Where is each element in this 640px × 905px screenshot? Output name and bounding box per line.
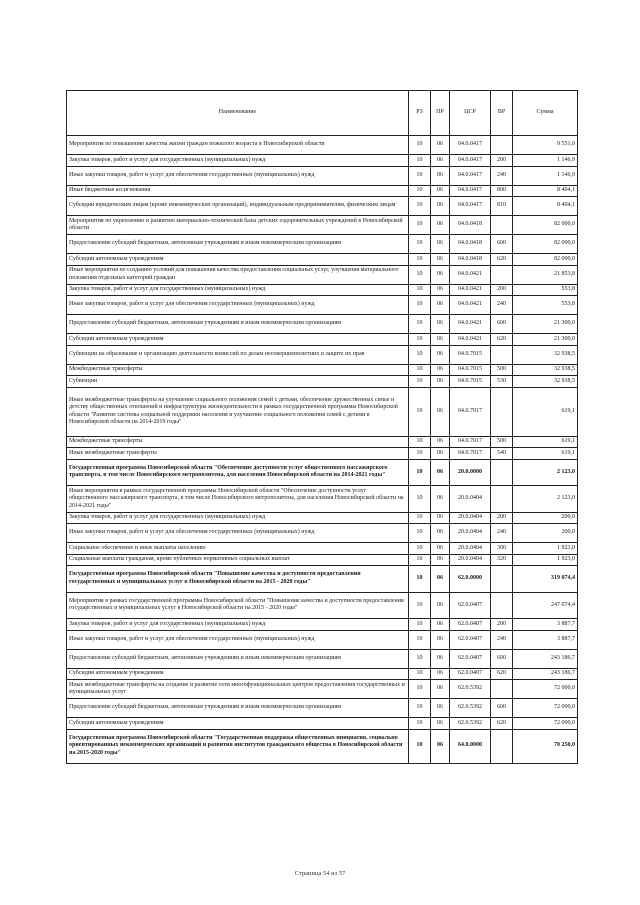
cell-sum: 8 404,1: [513, 197, 578, 216]
cell-vr: 800: [491, 185, 513, 197]
header-pr: ПР: [431, 91, 450, 136]
cell-sum: 9 551,0: [513, 136, 578, 155]
cell-csr: 62.0.5392: [450, 699, 491, 718]
table-row: [67, 486, 578, 513]
cell-sum: 21 300,0: [513, 315, 578, 334]
cell-sum: 200,0: [513, 512, 578, 524]
cell-pr: 06: [431, 265, 450, 284]
cell-sum: 32 938,5: [513, 376, 578, 388]
table-row: [67, 254, 578, 266]
cell-name: Социальные выплаты гражданам, кроме публичных нормативных социальных выплат: [67, 554, 409, 566]
cell-vr: 500: [491, 364, 513, 376]
cell-name: Мероприятия по повышению качества жизни граждан пожилого возраста в Новосибирской области: [67, 136, 409, 155]
cell-rz: 10: [409, 387, 431, 436]
cell-csr: 04.0.0418: [450, 254, 491, 266]
cell-rz: 10: [409, 364, 431, 376]
cell-csr: 62.0.0407: [450, 649, 491, 668]
cell-csr: 20.0.0404: [450, 543, 491, 555]
table-row: [67, 155, 578, 167]
table-row: [67, 699, 578, 718]
cell-rz: 10: [409, 254, 431, 266]
cell-pr: 06: [431, 364, 450, 376]
table-row: [67, 185, 578, 197]
cell-rz: 10: [409, 543, 431, 555]
cell-pr: 06: [431, 448, 450, 460]
cell-vr: 620: [491, 334, 513, 346]
cell-sum: 200,0: [513, 524, 578, 543]
cell-pr: 06: [431, 554, 450, 566]
cell-sum: 243 186,7: [513, 649, 578, 668]
cell-pr: 06: [431, 334, 450, 346]
cell-sum: 553,8: [513, 284, 578, 296]
cell-pr: 06: [431, 649, 450, 668]
cell-rz: 10: [409, 155, 431, 167]
cell-pr: 06: [431, 668, 450, 680]
cell-sum: 2 123,0: [513, 486, 578, 513]
cell-vr: [491, 345, 513, 364]
cell-pr: 06: [431, 155, 450, 167]
cell-pr: 06: [431, 315, 450, 334]
cell-sum: 32 938,5: [513, 345, 578, 364]
cell-name: Закупка товаров, работ и услуг для государственных (муниципальных) нужд: [67, 284, 409, 296]
cell-rz: 10: [409, 185, 431, 197]
cell-name: Иные закупки товаров, работ и услуг для обеспечения государственных (муниципальных) нужд: [67, 630, 409, 649]
cell-csr: 04.0.7015: [450, 364, 491, 376]
cell-csr: 04.0.7015: [450, 376, 491, 388]
cell-pr: 06: [431, 630, 450, 649]
cell-sum: 1 923,0: [513, 554, 578, 566]
cell-csr: 20.0.0404: [450, 524, 491, 543]
cell-name: Субвенции: [67, 376, 409, 388]
cell-vr: 540: [491, 448, 513, 460]
cell-name: Мероприятия по укреплению и развитию материально-технической базы детских оздоровительных учреждений в Новосибирской области: [67, 216, 409, 235]
table-row: [67, 315, 578, 334]
cell-rz: 10: [409, 284, 431, 296]
cell-name: Иные мероприятия по созданию условий для повышения качества предоставления социальных услуг, улучшения материального положения отдельных категорий граждан: [67, 265, 409, 284]
cell-rz: 10: [409, 566, 431, 593]
cell-name: Иные закупки товаров, работ и услуг для обеспечения государственных (муниципальных) нужд: [67, 166, 409, 185]
cell-rz: 10: [409, 436, 431, 448]
cell-csr: 04.0.0417: [450, 136, 491, 155]
cell-pr: 06: [431, 512, 450, 524]
table-row: [67, 512, 578, 524]
cell-pr: 06: [431, 524, 450, 543]
cell-name: Иные бюджетные ассигнования: [67, 185, 409, 197]
cell-sum: 82 000,0: [513, 216, 578, 235]
cell-sum: 1 146,9: [513, 155, 578, 167]
cell-vr: 200: [491, 284, 513, 296]
cell-pr: 06: [431, 284, 450, 296]
cell-csr: 04.0.0417: [450, 166, 491, 185]
cell-rz: 10: [409, 376, 431, 388]
cell-pr: 06: [431, 376, 450, 388]
cell-csr: 62.0.0407: [450, 592, 491, 619]
table-header-row: [67, 91, 578, 136]
table-body: [67, 136, 578, 764]
cell-sum: 553,8: [513, 296, 578, 315]
cell-pr: 06: [431, 345, 450, 364]
table-row: [67, 459, 578, 486]
cell-pr: 06: [431, 619, 450, 631]
cell-rz: 10: [409, 136, 431, 155]
cell-vr: 600: [491, 699, 513, 718]
cell-vr: [491, 592, 513, 619]
cell-vr: 240: [491, 166, 513, 185]
cell-sum: 72 000,0: [513, 699, 578, 718]
cell-name: Субсидии автономным учреждениям: [67, 668, 409, 680]
cell-rz: 10: [409, 315, 431, 334]
cell-rz: 10: [409, 718, 431, 730]
cell-name: Иные межбюджетные трансферты на создание и развитие сети многофункциональных центров предоставления государственных и муниципальных услуг: [67, 680, 409, 699]
cell-sum: 1 923,0: [513, 543, 578, 555]
cell-csr: 62.0.0000: [450, 566, 491, 593]
cell-rz: 10: [409, 216, 431, 235]
table-row: [67, 216, 578, 235]
cell-csr: 04.0.7017: [450, 436, 491, 448]
cell-rz: 10: [409, 166, 431, 185]
cell-name: Предоставление субсидий бюджетным, автономным учреждениям и иным некоммерческим организациям: [67, 649, 409, 668]
cell-name: Государственная программа Новосибирской области "Обеспечение доступности услуг общественного пассажирского транспорта, в том числе Новосибирского метрополитена, для населения Новосибирской области на 2014-2021 годы": [67, 459, 409, 486]
table-row: [67, 448, 578, 460]
cell-rz: 10: [409, 296, 431, 315]
table-row: [67, 543, 578, 555]
header-csr: ЦСР: [450, 91, 491, 136]
cell-name: Закупка товаров, работ и услуг для государственных (муниципальных) нужд: [67, 155, 409, 167]
header-vr: ВР: [491, 91, 513, 136]
cell-pr: 06: [431, 566, 450, 593]
cell-name: Иные мероприятия в рамках государственной программы Новосибирской области "Обеспечение доступности услуг общественного пассажирского транспорта, в том числе Новосибирского метрополитена, для населения Новосибирской области на 2014-2021 годы": [67, 486, 409, 513]
cell-name: Иные межбюджетные трансферты на улучшение социального положения семей с детьми, обеспечение дружественных семье и детству общественных отношений и инфраструктуры жизнедеятельности в рамках государственной программы Новосибирской области "Развитие системы социальной поддержки населения и улучшение социального положения семей с детьми в Новосибирской области на 2014-2019 годы": [67, 387, 409, 436]
cell-sum: 319 074,4: [513, 566, 578, 593]
cell-name: Государственная программа Новосибирской области "Повышение качества и доступности предоставления государственных и муниципальных услуг в Новосибирской области на 2015 - 2020 годы": [67, 566, 409, 593]
cell-vr: [491, 680, 513, 699]
cell-pr: 06: [431, 216, 450, 235]
cell-sum: 8 404,1: [513, 185, 578, 197]
cell-csr: 04.0.0421: [450, 334, 491, 346]
cell-csr: 04.0.0418: [450, 235, 491, 254]
cell-rz: 10: [409, 649, 431, 668]
cell-sum: 3 887,7: [513, 619, 578, 631]
table-row: [67, 334, 578, 346]
cell-vr: 810: [491, 197, 513, 216]
cell-sum: 82 000,0: [513, 235, 578, 254]
table-row: [67, 296, 578, 315]
cell-vr: 200: [491, 512, 513, 524]
table-row: [67, 619, 578, 631]
cell-rz: 10: [409, 448, 431, 460]
cell-pr: 06: [431, 459, 450, 486]
cell-vr: 240: [491, 296, 513, 315]
cell-pr: 06: [431, 592, 450, 619]
table-row: [67, 680, 578, 699]
table-row: [67, 718, 578, 730]
cell-csr: 62.0.5392: [450, 680, 491, 699]
table-row: [67, 649, 578, 668]
cell-vr: [491, 136, 513, 155]
cell-vr: 600: [491, 235, 513, 254]
table-row: [67, 345, 578, 364]
cell-rz: 10: [409, 265, 431, 284]
cell-csr: 04.0.0421: [450, 315, 491, 334]
cell-pr: 06: [431, 254, 450, 266]
cell-rz: 10: [409, 699, 431, 718]
cell-csr: 62.0.5392: [450, 718, 491, 730]
cell-pr: 06: [431, 680, 450, 699]
table-row: [67, 729, 578, 763]
table-row: [67, 265, 578, 284]
cell-name: Закупка товаров, работ и услуг для государственных (муниципальных) нужд: [67, 619, 409, 631]
header-rz: РЗ: [409, 91, 431, 136]
cell-csr: 62.0.0407: [450, 668, 491, 680]
cell-pr: 06: [431, 718, 450, 730]
cell-pr: 06: [431, 235, 450, 254]
table-row: [67, 630, 578, 649]
cell-name: Государственная программа Новосибирской области "Государственная поддержка общественных инициатив, социально ориентированных некоммерческих организаций и развития институтов гражданского общества в Новосибирской области на 2015-2020 годы": [67, 729, 409, 763]
cell-rz: 10: [409, 486, 431, 513]
cell-vr: 300: [491, 543, 513, 555]
cell-sum: 72 000,0: [513, 680, 578, 699]
cell-name: Предоставление субсидий бюджетным, автономным учреждениям и иным некоммерческим организациям: [67, 235, 409, 254]
cell-csr: 04.0.0417: [450, 155, 491, 167]
cell-rz: 10: [409, 680, 431, 699]
cell-csr: 04.0.0417: [450, 185, 491, 197]
cell-vr: [491, 216, 513, 235]
cell-pr: 06: [431, 486, 450, 513]
cell-sum: 619,1: [513, 448, 578, 460]
cell-pr: 06: [431, 296, 450, 315]
cell-vr: [491, 566, 513, 593]
cell-sum: 619,1: [513, 436, 578, 448]
cell-csr: 20.0.0404: [450, 554, 491, 566]
cell-name: Субсидии автономным учреждениям: [67, 718, 409, 730]
cell-name: Мероприятия в рамках государственной программы Новосибирской области "Повышение качества и доступности предоставления государственных и муниципальных услуг в Новосибирской области на 2015 - 2020 годы": [67, 592, 409, 619]
cell-csr: 62.0.0407: [450, 619, 491, 631]
table-row: [67, 524, 578, 543]
table-row: [67, 136, 578, 155]
cell-csr: 64.0.0000: [450, 729, 491, 763]
cell-rz: 10: [409, 668, 431, 680]
cell-rz: 10: [409, 619, 431, 631]
cell-pr: 06: [431, 436, 450, 448]
table-row: [67, 284, 578, 296]
cell-vr: 530: [491, 376, 513, 388]
cell-rz: 10: [409, 334, 431, 346]
cell-sum: 243 186,7: [513, 668, 578, 680]
cell-pr: 06: [431, 197, 450, 216]
cell-csr: 04.0.7017: [450, 448, 491, 460]
cell-csr: 04.0.7017: [450, 387, 491, 436]
cell-sum: 70 250,0: [513, 729, 578, 763]
cell-sum: 1 146,9: [513, 166, 578, 185]
cell-sum: 32 938,5: [513, 364, 578, 376]
cell-sum: 21 300,0: [513, 334, 578, 346]
cell-csr: 04.0.0421: [450, 296, 491, 315]
cell-csr: 04.0.0418: [450, 216, 491, 235]
cell-vr: [491, 729, 513, 763]
table-row: [67, 197, 578, 216]
table-row: [67, 566, 578, 593]
cell-vr: [491, 486, 513, 513]
cell-rz: 10: [409, 197, 431, 216]
cell-vr: 200: [491, 155, 513, 167]
budget-table: [66, 90, 578, 764]
cell-sum: 247 074,4: [513, 592, 578, 619]
cell-sum: 72 000,0: [513, 718, 578, 730]
cell-vr: 600: [491, 649, 513, 668]
table-row: [67, 166, 578, 185]
cell-vr: 240: [491, 630, 513, 649]
cell-vr: 240: [491, 524, 513, 543]
cell-name: Иные закупки товаров, работ и услуг для обеспечения государственных (муниципальных) нужд: [67, 296, 409, 315]
cell-rz: 10: [409, 554, 431, 566]
cell-vr: [491, 459, 513, 486]
cell-sum: 21 853,8: [513, 265, 578, 284]
cell-name: Субсидии автономным учреждениям: [67, 254, 409, 266]
cell-vr: 620: [491, 254, 513, 266]
cell-sum: 619,1: [513, 387, 578, 436]
cell-pr: 06: [431, 166, 450, 185]
cell-pr: 06: [431, 387, 450, 436]
cell-pr: 06: [431, 543, 450, 555]
table-row: [67, 554, 578, 566]
cell-vr: 500: [491, 436, 513, 448]
cell-name: Субсидии юридическим лицам (кроме некоммерческих организаций), индивидуальным предпринимателям, физическим лицам: [67, 197, 409, 216]
table-row: [67, 668, 578, 680]
cell-name: Иные межбюджетные трансферты: [67, 448, 409, 460]
cell-vr: 620: [491, 668, 513, 680]
table-row: [67, 364, 578, 376]
header-name: Наименование: [67, 91, 409, 136]
table-row: [67, 387, 578, 436]
table-row: [67, 436, 578, 448]
cell-vr: [491, 387, 513, 436]
page-footer: Страница 54 из 57: [294, 870, 346, 877]
cell-name: Межбюджетные трансферты: [67, 436, 409, 448]
cell-name: Иные закупки товаров, работ и услуг для обеспечения государственных (муниципальных) нужд: [67, 524, 409, 543]
cell-pr: 06: [431, 185, 450, 197]
cell-name: Субвенции на образование и организацию деятельности комиссий по делам несовершеннолетних и защите их прав: [67, 345, 409, 364]
cell-rz: 10: [409, 729, 431, 763]
cell-sum: 82 000,0: [513, 254, 578, 266]
cell-rz: 10: [409, 592, 431, 619]
cell-vr: 620: [491, 718, 513, 730]
cell-csr: 04.0.7015: [450, 345, 491, 364]
cell-name: Предоставление субсидий бюджетным, автономным учреждениям и иным некоммерческим организациям: [67, 699, 409, 718]
cell-name: Межбюджетные трансферты: [67, 364, 409, 376]
table-row: [67, 235, 578, 254]
cell-rz: 10: [409, 524, 431, 543]
cell-sum: 3 887,7: [513, 630, 578, 649]
cell-pr: 06: [431, 699, 450, 718]
cell-csr: 20.0.0404: [450, 486, 491, 513]
cell-name: Субсидии автономным учреждениям: [67, 334, 409, 346]
cell-rz: 10: [409, 512, 431, 524]
cell-name: Социальное обеспечение и иные выплаты населению: [67, 543, 409, 555]
cell-vr: 200: [491, 619, 513, 631]
cell-name: Предоставление субсидий бюджетным, автономным учреждениям и иным некоммерческим организациям: [67, 315, 409, 334]
cell-rz: 10: [409, 345, 431, 364]
cell-name: Закупка товаров, работ и услуг для государственных (муниципальных) нужд: [67, 512, 409, 524]
cell-csr: 62.0.0407: [450, 630, 491, 649]
cell-vr: [491, 265, 513, 284]
cell-csr: 20.0.0404: [450, 512, 491, 524]
cell-vr: 320: [491, 554, 513, 566]
cell-pr: 06: [431, 136, 450, 155]
cell-csr: 20.0.0000: [450, 459, 491, 486]
cell-pr: 06: [431, 729, 450, 763]
cell-csr: 04.0.0421: [450, 284, 491, 296]
cell-rz: 10: [409, 235, 431, 254]
cell-csr: 04.0.0417: [450, 197, 491, 216]
cell-rz: 10: [409, 459, 431, 486]
cell-rz: 10: [409, 630, 431, 649]
header-sum: Сумма: [513, 91, 578, 136]
cell-vr: 600: [491, 315, 513, 334]
cell-csr: 04.0.0421: [450, 265, 491, 284]
table-row: [67, 592, 578, 619]
cell-sum: 2 123,0: [513, 459, 578, 486]
table-row: [67, 376, 578, 388]
